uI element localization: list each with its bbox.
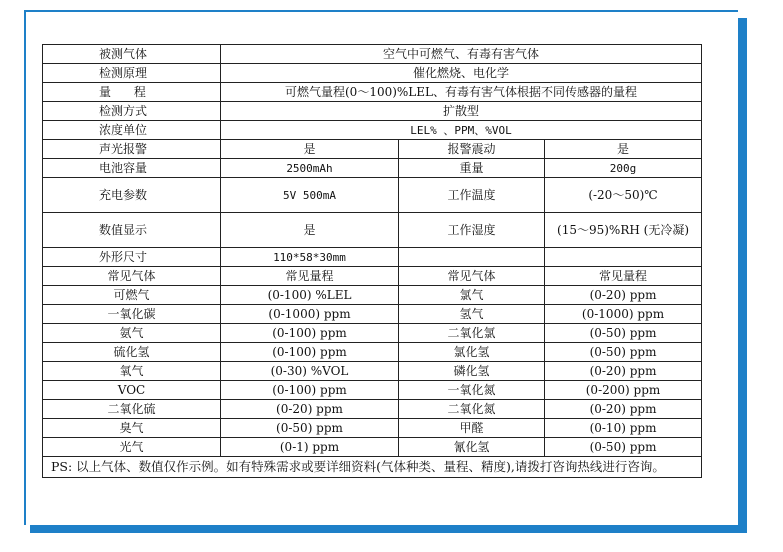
note-text: PS: 以上气体、数值仅作示例。如有特殊需求或要详细资料(气体种类、量程、精度),请拨打咨询热线进行咨询。 (43, 457, 702, 478)
value-battery: 2500mAh (221, 159, 399, 178)
row-range (43, 83, 702, 102)
value-display: 是 (221, 213, 399, 248)
gas-name-left: 光气 (43, 438, 221, 457)
row-note (43, 457, 702, 478)
gas-name-right: 氢气 (399, 305, 545, 324)
gas-row (43, 438, 702, 457)
header-range-1: 常见量程 (221, 267, 399, 286)
value-charge: 5V 500mA (221, 178, 399, 213)
header-range-2: 常见量程 (545, 267, 702, 286)
label-vibration: 报警震动 (399, 140, 545, 159)
value-alarm: 是 (221, 140, 399, 159)
gas-name-right: 氯气 (399, 286, 545, 305)
label-range: 量 程 (43, 83, 221, 102)
gas-table-header (43, 267, 702, 286)
gas-range-left: (0-50) ppm (221, 419, 399, 438)
label-humidity: 工作湿度 (399, 213, 545, 248)
gas-name-right: 氯化氢 (399, 343, 545, 362)
gas-range-left: (0-30) %VOL (221, 362, 399, 381)
gas-name-right: 氰化氢 (399, 438, 545, 457)
gas-range-right: (0-10) ppm (545, 419, 702, 438)
label-method: 检测方式 (43, 102, 221, 121)
header-gas-1: 常见气体 (43, 267, 221, 286)
label-weight: 重量 (399, 159, 545, 178)
gas-range-right: (0-50) ppm (545, 343, 702, 362)
gas-range-right: (0-20) ppm (545, 400, 702, 419)
row-battery (43, 159, 702, 178)
gas-range-left: (0-100) ppm (221, 381, 399, 400)
gas-row (43, 324, 702, 343)
value-principle: 催化燃烧、电化学 (221, 64, 702, 83)
gas-row (43, 419, 702, 438)
gas-name-right: 二氧化氮 (399, 400, 545, 419)
gas-name-right: 甲醛 (399, 419, 545, 438)
gas-name-left: 硫化氢 (43, 343, 221, 362)
label-principle: 检测原理 (43, 64, 221, 83)
gas-table-body (43, 286, 702, 457)
gas-name-left: 二氧化硫 (43, 400, 221, 419)
row-alarm (43, 140, 702, 159)
spec-table (42, 44, 702, 478)
gas-row (43, 400, 702, 419)
gas-name-right: 磷化氢 (399, 362, 545, 381)
gas-range-left: (0-100) %LEL (221, 286, 399, 305)
gas-row (43, 305, 702, 324)
value-temperature: (-20～50)℃ (545, 178, 702, 213)
row-size (43, 248, 702, 267)
gas-range-left: (0-100) ppm (221, 343, 399, 362)
gas-name-left: 可燃气 (43, 286, 221, 305)
gas-range-left: (0-20) ppm (221, 400, 399, 419)
value-vibration: 是 (545, 140, 702, 159)
label-size: 外形尺寸 (43, 248, 221, 267)
gas-range-right: (0-1000) ppm (545, 305, 702, 324)
label-charge: 充电参数 (43, 178, 221, 213)
gas-range-left: (0-1) ppm (221, 438, 399, 457)
gas-range-right: (0-20) ppm (545, 286, 702, 305)
gas-range-left: (0-1000) ppm (221, 305, 399, 324)
gas-range-left: (0-100) ppm (221, 324, 399, 343)
row-unit (43, 121, 702, 140)
gas-name-left: 臭气 (43, 419, 221, 438)
gas-name-left: 氨气 (43, 324, 221, 343)
row-gas (43, 45, 702, 64)
gas-name-left: VOC (43, 381, 221, 400)
gas-name-right: 一氧化氮 (399, 381, 545, 400)
row-display (43, 213, 702, 248)
label-gas: 被测气体 (43, 45, 221, 64)
value-gas: 空气中可燃气、有毒有害气体 (221, 45, 702, 64)
row-method (43, 102, 702, 121)
row-principle (43, 64, 702, 83)
gas-row (43, 381, 702, 400)
value-range: 可燃气量程(0～100)%LEL、有毒有害气体根据不同传感器的量程 (221, 83, 702, 102)
gas-row (43, 343, 702, 362)
value-size: 110*58*30mm (221, 248, 399, 267)
value-humidity: (15～95)%RH (无冷凝) (545, 213, 702, 248)
gas-range-right: (0-20) ppm (545, 362, 702, 381)
label-size-extra (399, 248, 545, 267)
label-display: 数值显示 (43, 213, 221, 248)
label-temperature: 工作温度 (399, 178, 545, 213)
gas-range-right: (0-50) ppm (545, 438, 702, 457)
gas-name-left: 一氧化碳 (43, 305, 221, 324)
header-gas-2: 常见气体 (399, 267, 545, 286)
spec-sheet (42, 44, 701, 478)
row-charge (43, 178, 702, 213)
value-method: 扩散型 (221, 102, 702, 121)
label-alarm: 声光报警 (43, 140, 221, 159)
gas-name-left: 氧气 (43, 362, 221, 381)
gas-name-right: 二氧化氯 (399, 324, 545, 343)
gas-range-right: (0-200) ppm (545, 381, 702, 400)
gas-range-right: (0-50) ppm (545, 324, 702, 343)
gas-row (43, 286, 702, 305)
label-unit: 浓度单位 (43, 121, 221, 140)
gas-row (43, 362, 702, 381)
value-size-extra (545, 248, 702, 267)
label-battery: 电池容量 (43, 159, 221, 178)
value-unit: LEL% 、PPM、%VOL (221, 121, 702, 140)
value-weight: 200g (545, 159, 702, 178)
